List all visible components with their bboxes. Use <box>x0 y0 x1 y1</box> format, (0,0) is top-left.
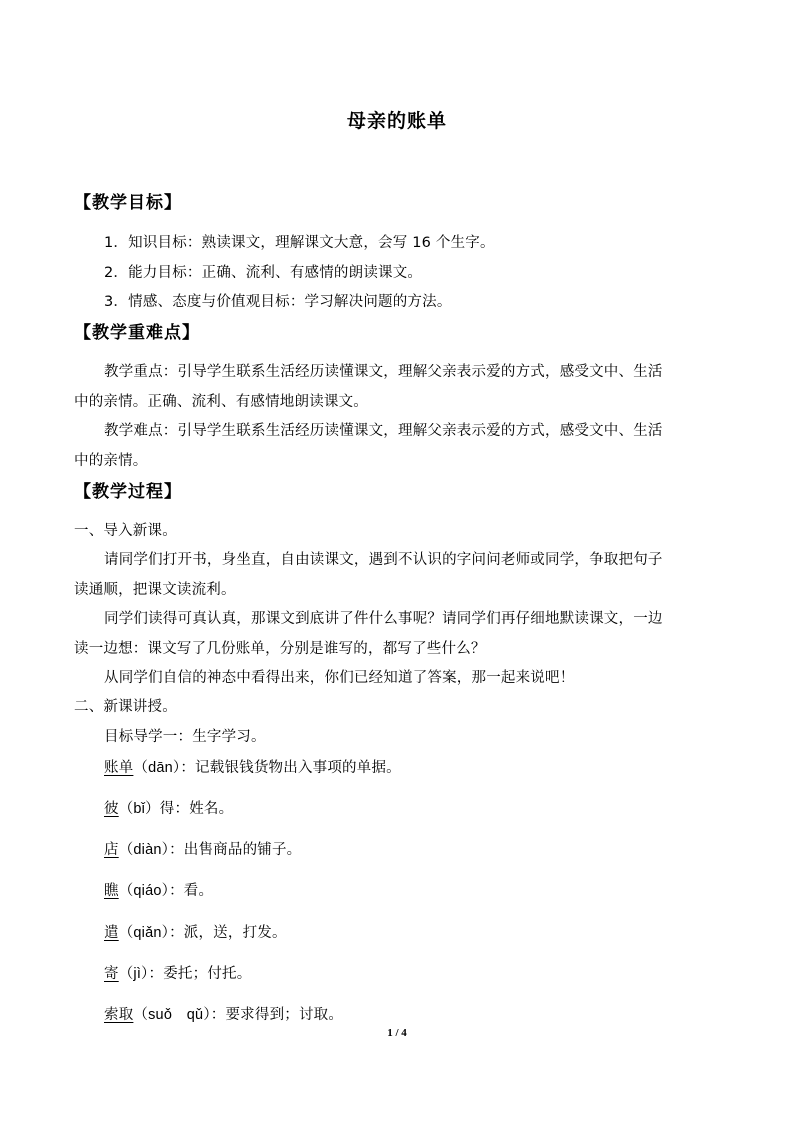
goal-line: 目标导学一：生字学习。 <box>104 729 266 745</box>
vocab-definition: ：记载银钱货物出入事项的单据。 <box>180 760 401 776</box>
vocab-item <box>104 921 287 942</box>
paragraph-line: 同学们读得可真认真，那课文到底讲了件什么事呢？请同学们再仔细地默读课文，一边 <box>104 611 663 627</box>
part-title: 一、导入新课。 <box>74 523 177 539</box>
vocab-term: 瞧 <box>104 883 119 899</box>
vocab-item <box>104 1003 343 1024</box>
vocab-term: 索取 <box>104 1007 134 1023</box>
vocab-pinyin: （qiáo） <box>118 883 170 899</box>
section-heading-process: 【教学过程】 <box>74 482 182 502</box>
vocab-pinyin: （jì） <box>118 966 149 982</box>
vocab-item <box>104 797 233 818</box>
vocab-pinyin: （bǐ） <box>118 801 160 817</box>
vocab-definition: ：出售商品的铺子。 <box>169 842 302 858</box>
vocab-item <box>104 838 301 859</box>
vocab-pinyin: （dān） <box>133 760 181 776</box>
vocab-term: 账单 <box>104 760 134 776</box>
vocab-definition: ：要求得到；讨取。 <box>210 1007 344 1023</box>
vocab-pinyin: （qiǎn） <box>118 925 170 941</box>
paragraph-line: 中的亲情。正确、流利、有感情地朗读课文。 <box>74 394 368 410</box>
page-title: 母亲的账单 <box>346 110 447 132</box>
vocab-term: 彼 <box>104 801 119 817</box>
vocab-term: 遣 <box>104 925 119 941</box>
page-number: 1 / 4 <box>387 1027 407 1039</box>
vocab-pinyin: （diàn） <box>118 842 170 858</box>
objective-item: 3．情感、态度与价值观目标：学习解决问题的方法。 <box>104 294 452 310</box>
paragraph-line: 读通顺，把课文读流利。 <box>74 582 236 598</box>
vocab-definition: 得：姓名。 <box>159 801 234 817</box>
paragraph-line: 从同学们自信的神态中看得出来，你们已经知道了答案，那一起来说吧！ <box>104 670 575 686</box>
vocab-definition: ：派，送，打发。 <box>169 925 287 941</box>
section-heading-objectives: 【教学目标】 <box>74 193 182 213</box>
vocab-item <box>104 962 251 983</box>
paragraph-line: 读一边想：课文写了几份账单，分别是谁写的，都写了些什么？ <box>74 641 486 657</box>
paragraph-line: 教学重点：引导学生联系生活经历读懂课文，理解父亲表示爱的方式，感受文中、生活 <box>104 364 663 380</box>
vocab-term: 寄 <box>104 966 119 982</box>
section-heading-keypoints: 【教学重难点】 <box>74 323 200 343</box>
vocab-pinyin: （suǒ qǔ） <box>133 1007 211 1023</box>
vocab-term: 店 <box>104 842 119 858</box>
part-title: 二、新课讲授。 <box>74 699 177 715</box>
vocab-item <box>104 879 213 900</box>
paragraph-line: 中的亲情。 <box>74 453 148 469</box>
vocab-definition: ：看。 <box>169 883 214 899</box>
vocab-item <box>104 756 401 777</box>
objective-item: 2．能力目标：正确、流利、有感情的朗读课文。 <box>104 265 423 281</box>
paragraph-line: 请同学们打开书，身坐直，自由读课文，遇到不认识的字问问老师或同学，争取把句子 <box>104 552 663 568</box>
objective-item: 1．知识目标：熟读课文，理解课文大意，会写 16 个生字。 <box>104 235 495 251</box>
paragraph-line: 教学难点：引导学生联系生活经历读懂课文，理解父亲表示爱的方式，感受文中、生活 <box>104 423 663 439</box>
vocab-definition: ：委托；付托。 <box>148 966 252 982</box>
